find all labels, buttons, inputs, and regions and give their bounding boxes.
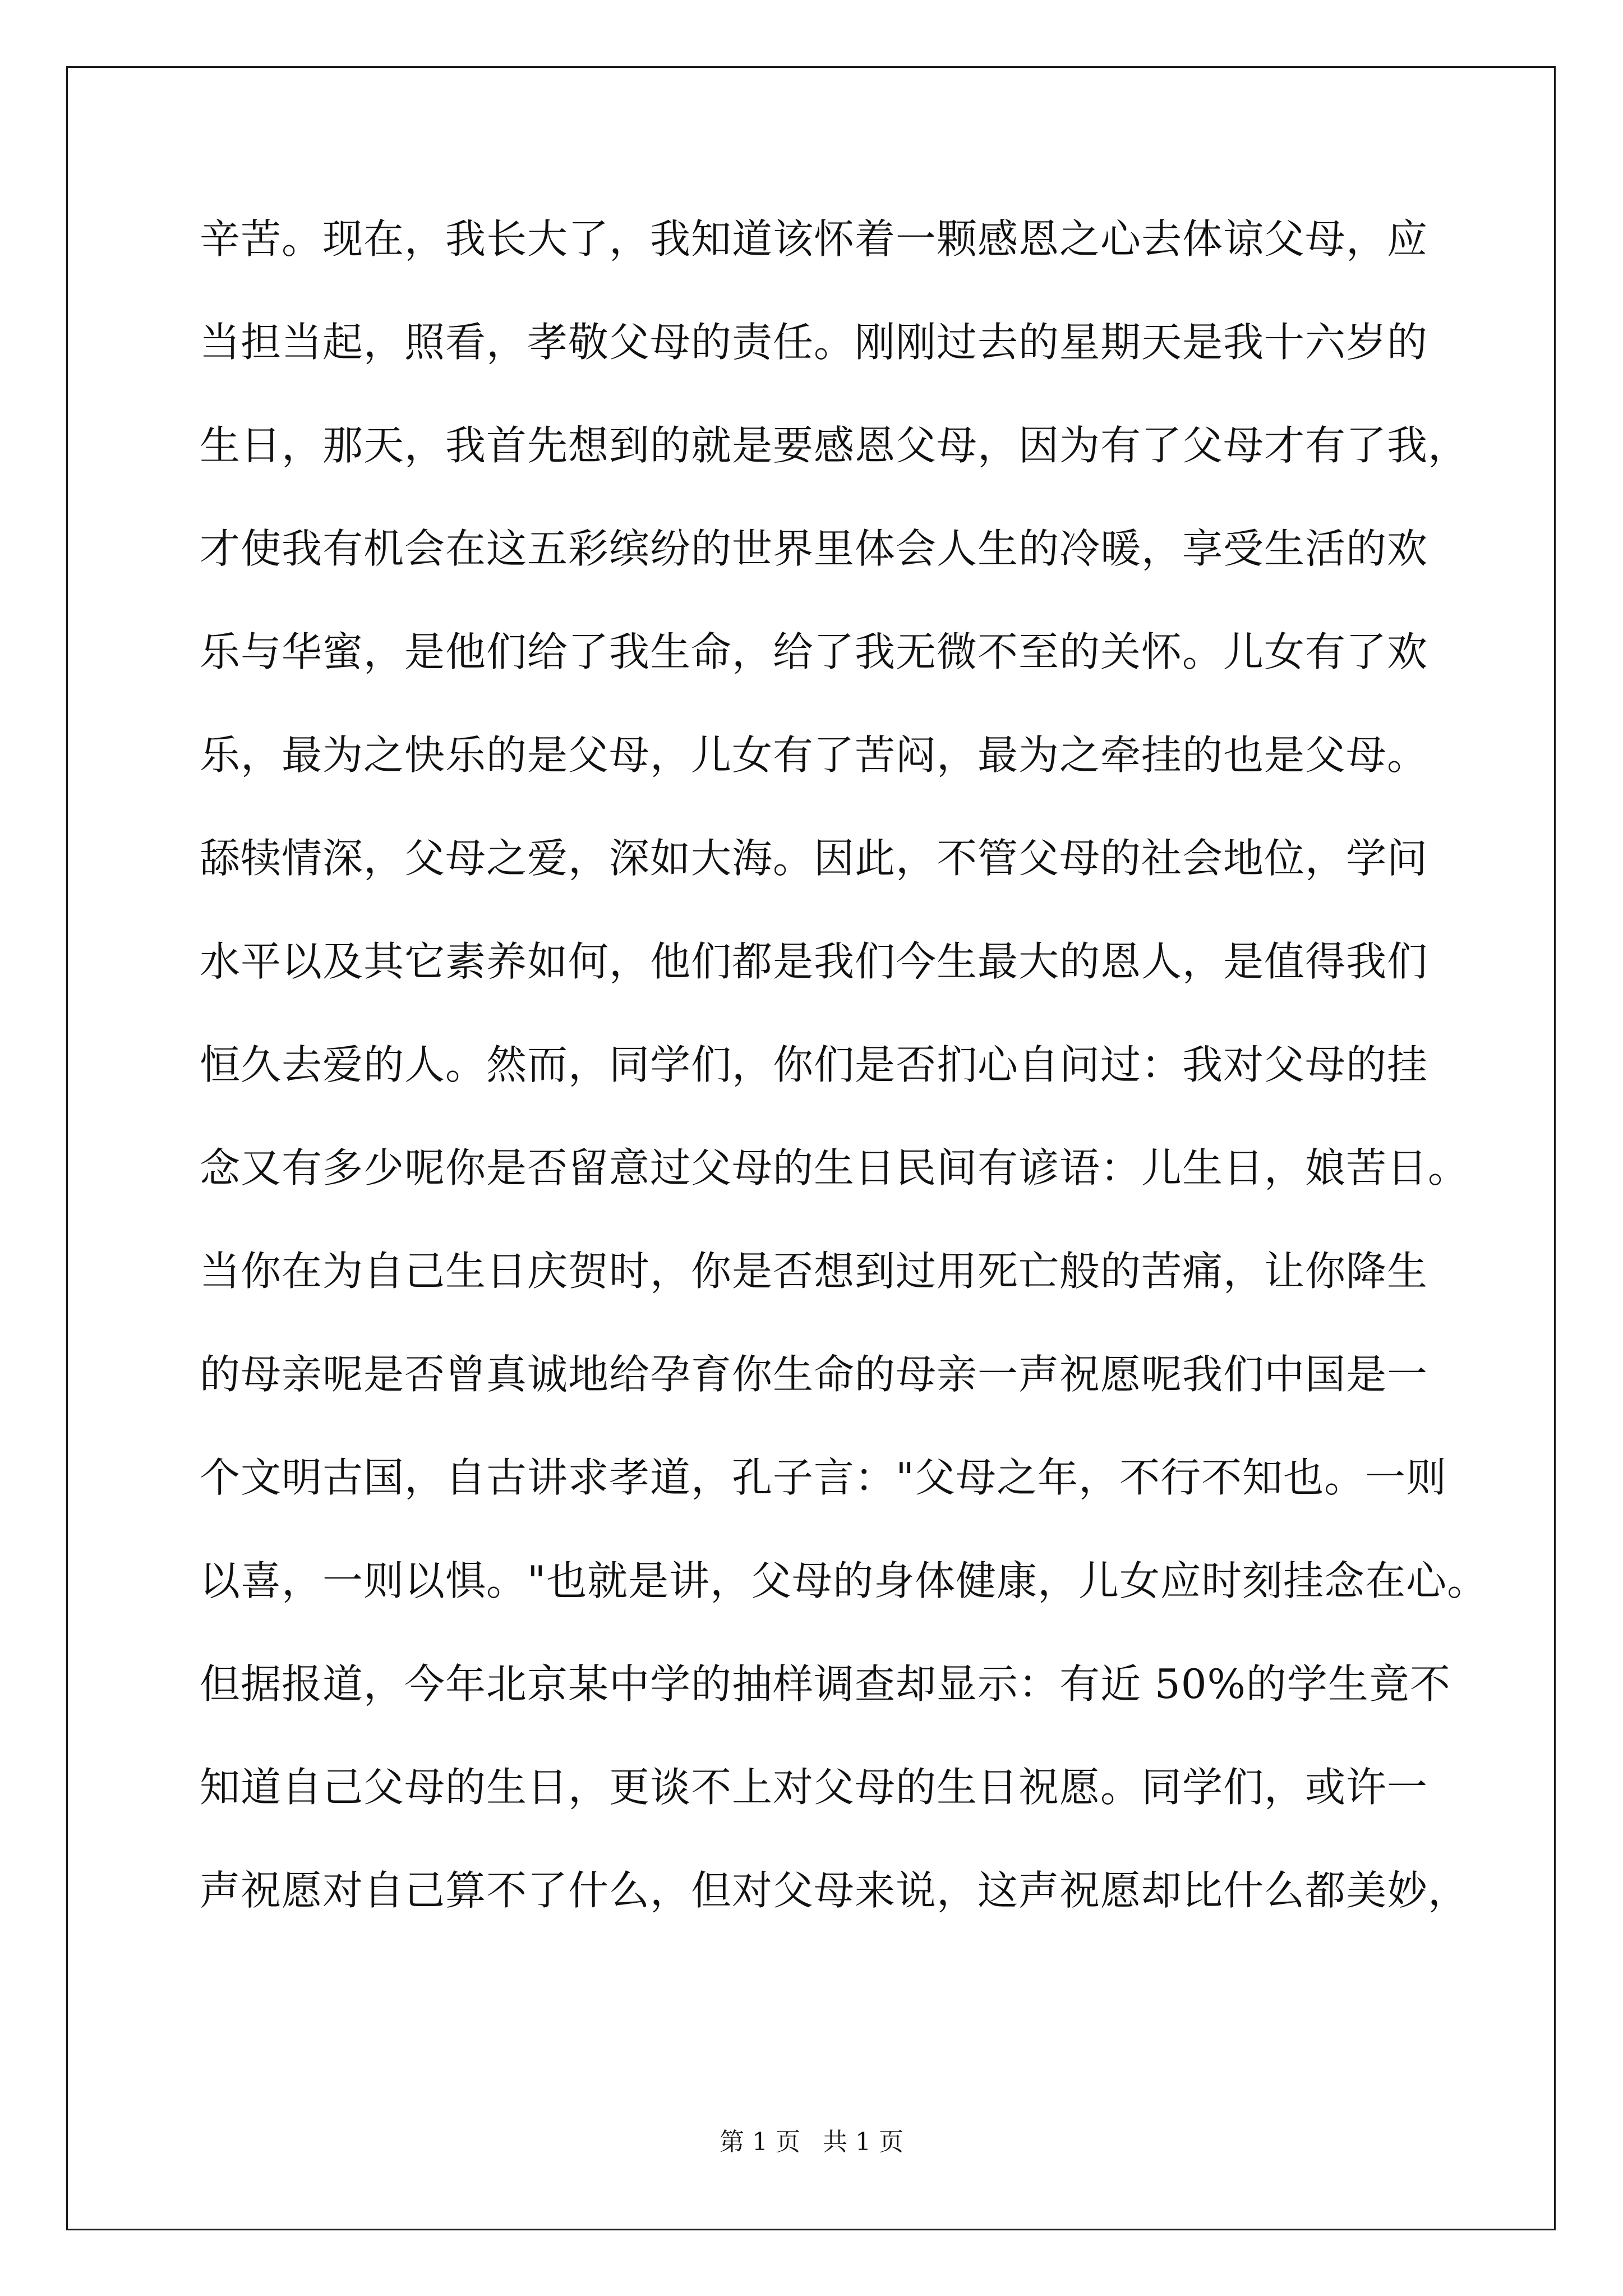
text-line: 生日，那天，我首先想到的就是要感恩父母，因为有了父母才有了我， [200,422,1469,469]
text-line: 个文明古国，自古讲求孝道，孔子言："父母之年，不行不知也。一则 [200,1454,1447,1501]
text-line: 辛苦。现在，我长大了，我知道该怀着一颗感恩之心去体谅父母，应 [200,215,1428,263]
text-line: 水平以及其它素养如何，他们都是我们今生最大的恩人，是值得我们 [200,938,1428,985]
text-line: 知道自己父母的生日，更谈不上对父母的生日祝愿。同学们，或许一 [200,1764,1428,1811]
body-text [200,215,1488,1973]
text-line: 的母亲呢是否曾真诚地给孕育你生命的母亲一声祝愿呢我们中国是一 [200,1351,1428,1398]
text-line: 乐与华蜜，是他们给了我生命，给了我无微不至的关怀。儿女有了欢 [200,628,1428,675]
page-total: 共 1 页 [823,2128,903,2156]
text-line: 声祝愿对自己算不了什么，但对父母来说，这声祝愿却比什么都美妙， [200,1867,1469,1914]
page-footer [0,2129,1623,2156]
text-line: 但据报道，今年北京某中学的抽样调查却显示：有近 50%的学生竟不 [200,1660,1451,1708]
text-line: 当担当起，照看，孝敬父母的责任。刚刚过去的星期天是我十六岁的 [200,319,1428,366]
text-line: 舔犊情深，父母之爱，深如大海。因此，不管父母的社会地位，学问 [200,835,1428,882]
text-line: 念又有多少呢你是否留意过父母的生日民间有谚语：儿生日，娘苦日。 [200,1144,1469,1191]
text-line: 才使我有机会在这五彩缤纷的世界里体会人生的冷暖，享受生活的欢 [200,525,1428,572]
text-line: 以喜，一则以惧。"也就是讲，父母的身体健康，儿女应时刻挂念在心。 [200,1557,1488,1604]
text-line: 恒久去爱的人。然而，同学们，你们是否扪心自问过：我对父母的挂 [200,1041,1428,1088]
page-number: 第 1 页 [720,2128,800,2156]
text-line: 乐，最为之快乐的是父母，儿女有了苦闷，最为之牵挂的也是父母。 [200,731,1428,779]
text-line: 当你在为自己生日庆贺时，你是否想到过用死亡般的苦痛，让你降生 [200,1248,1428,1295]
